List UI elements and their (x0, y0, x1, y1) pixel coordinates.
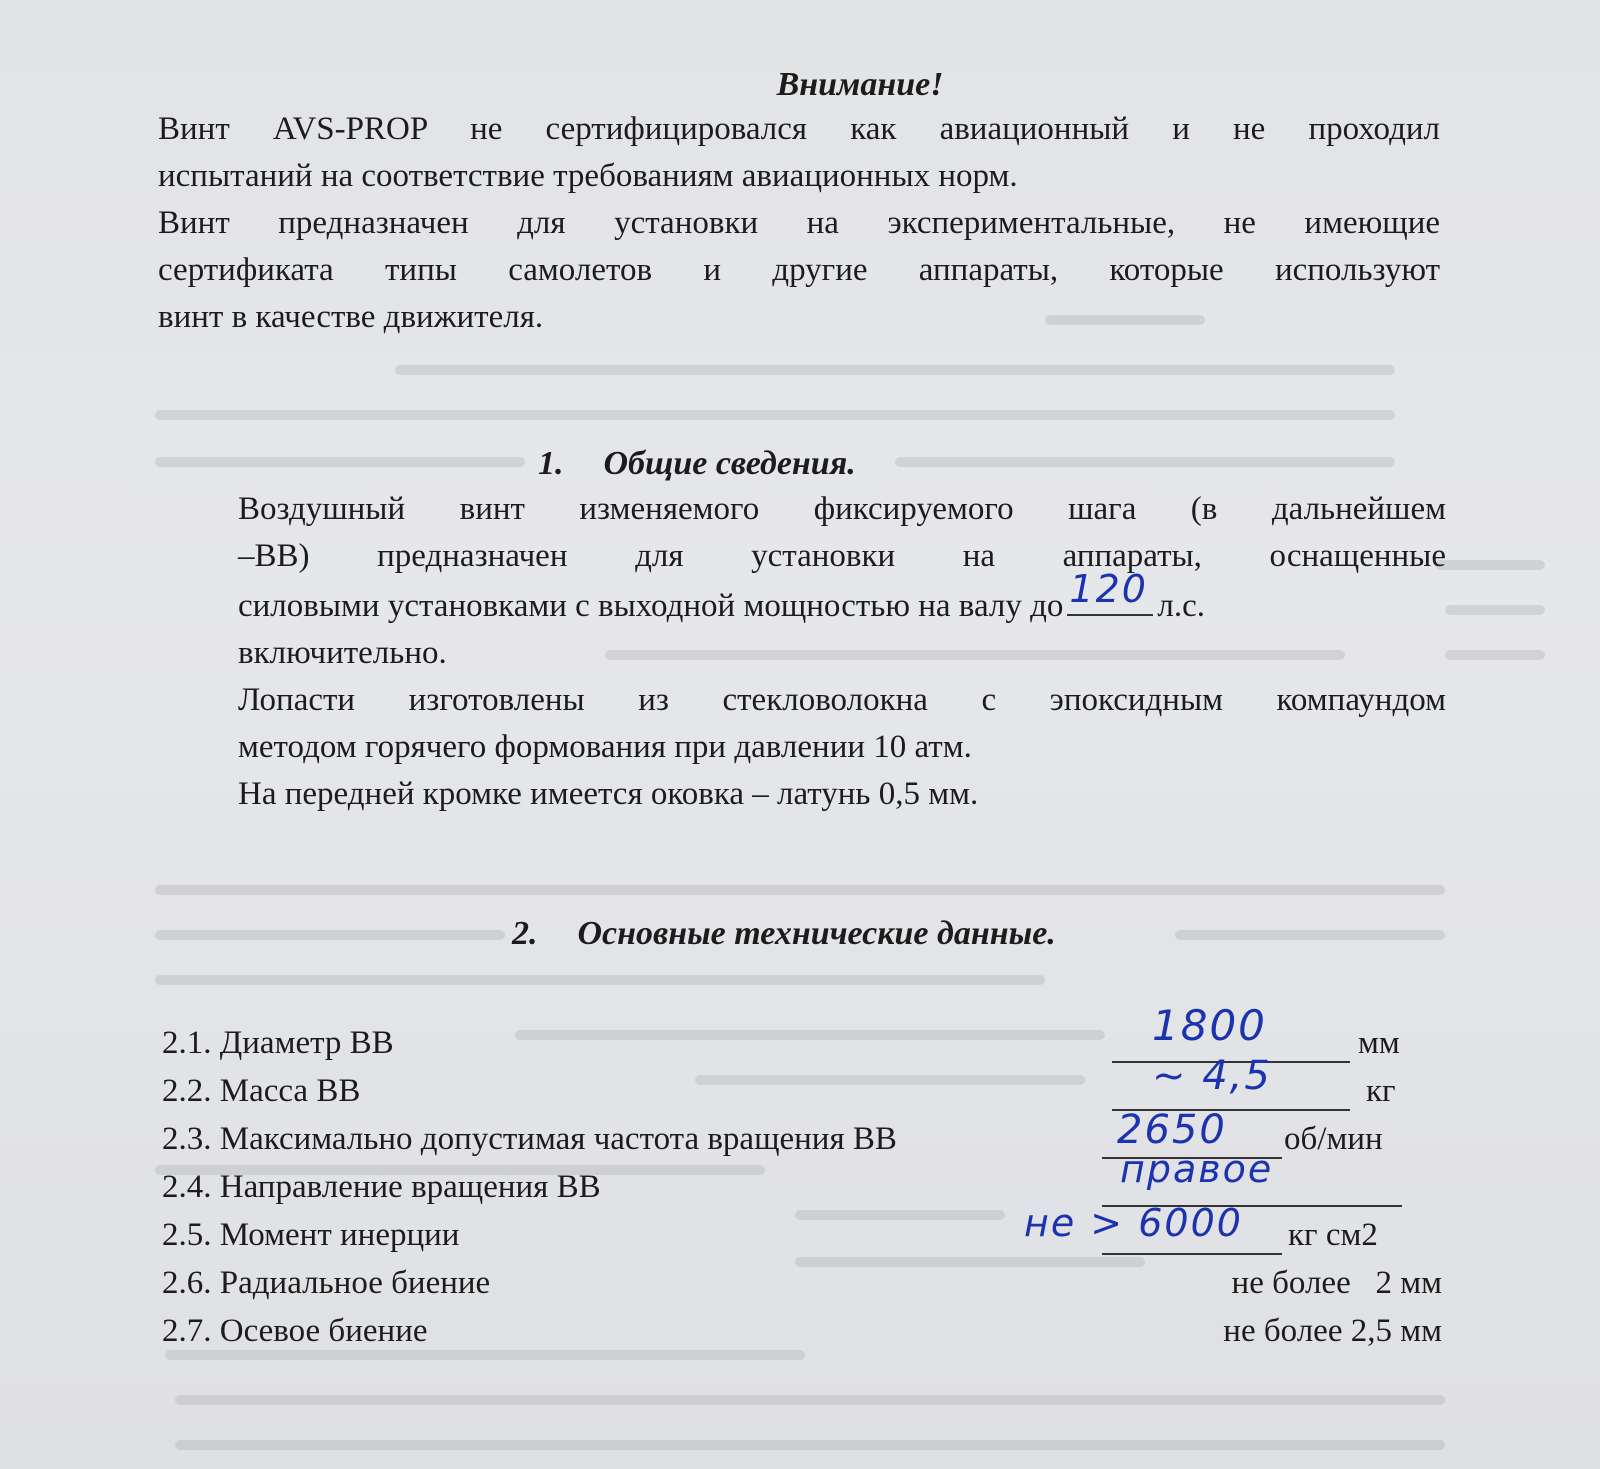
spec-unit: кг (1366, 1073, 1396, 1109)
spec-unit: об/мин (1284, 1121, 1383, 1157)
paragraph-line: Воздушный винт изменяемого фиксируемого шага (в дальнейшем (238, 491, 1446, 527)
section-number: 2. (512, 915, 538, 952)
spec-label: 2.2. Масса ВВ (162, 1073, 361, 1109)
warning-line: Винт AVS-PROP не сертифицировался как авиационный и не проходил (158, 111, 1440, 147)
warning-line: винт в качестве движителя. (158, 299, 544, 335)
warning-text (158, 106, 1440, 341)
paragraph-line: Лопасти изготовлены из стекловолокна с эпоксидным компаундом (238, 682, 1446, 718)
paragraph-line-power (238, 567, 1446, 630)
section-number: 1. (538, 445, 564, 482)
warning-line: Винт предназначен для установки на экспериментальные, не имеющие (158, 205, 1440, 241)
spec-unit: мм (1358, 1025, 1400, 1061)
spec-label: 2.6. Радиальное биение (162, 1265, 491, 1301)
handwritten-inertia: не > 6000 (1024, 1201, 1243, 1245)
power-fill-field[interactable] (1067, 567, 1153, 616)
spec-row-radial-runout (162, 1265, 1452, 1313)
section-title: Основные технические данные. (577, 915, 1056, 952)
paragraph-line: –ВВ) предназначен для установки на аппараты, оснащенные (238, 538, 1446, 574)
paragraph-line: методом горячего формования при давлении 10 атм. (238, 729, 972, 765)
paragraph-line: На передней кромке имеется оковка – латунь 0,5 мм. (238, 776, 979, 812)
spec-list (162, 1001, 1452, 1361)
paragraph-text: силовыми установками с выходной мощностью на валу до (238, 588, 1064, 624)
spec-unit: кг см2 (1288, 1217, 1378, 1253)
spec-row-axial-runout (162, 1313, 1452, 1361)
warning-line: сертификата типы самолетов и другие аппараты, которые используют (158, 252, 1440, 288)
spec-label: 2.1. Диаметр ВВ (162, 1025, 394, 1061)
handwritten-mass: ~ 4,5 (1152, 1053, 1272, 1099)
section-1-body (238, 486, 1446, 818)
warning-title: Внимание! (776, 66, 944, 103)
spec-label: 2.3. Максимально допустимая частота вращения ВВ (162, 1121, 897, 1157)
handwritten-power: 120 (1069, 567, 1148, 611)
spec-label: 2.5. Момент инерции (162, 1217, 460, 1253)
power-unit: л.с. (1157, 588, 1206, 624)
handwritten-rpm: 2650 (1117, 1107, 1227, 1153)
section-2-heading (512, 915, 1056, 953)
warning-line: испытаний на соответствие требованиям авиационных норм. (158, 158, 1018, 194)
handwritten-diameter: 1800 (1152, 1001, 1267, 1050)
handwritten-rotation: правое (1120, 1147, 1274, 1191)
paragraph-line: включительно. (238, 635, 447, 671)
spec-label: 2.4. Направление вращения ВВ (162, 1169, 601, 1205)
spec-row-inertia (162, 1201, 1452, 1265)
spec-value: не более 2 мм (1231, 1265, 1442, 1301)
spec-row-mass (162, 1053, 1452, 1121)
section-1-heading (538, 445, 856, 483)
spec-value: не более 2,5 мм (1223, 1313, 1442, 1349)
spec-row-rotation (162, 1147, 1452, 1217)
spec-label: 2.7. Осевое биение (162, 1313, 428, 1349)
section-title: Общие сведения. (603, 445, 856, 482)
